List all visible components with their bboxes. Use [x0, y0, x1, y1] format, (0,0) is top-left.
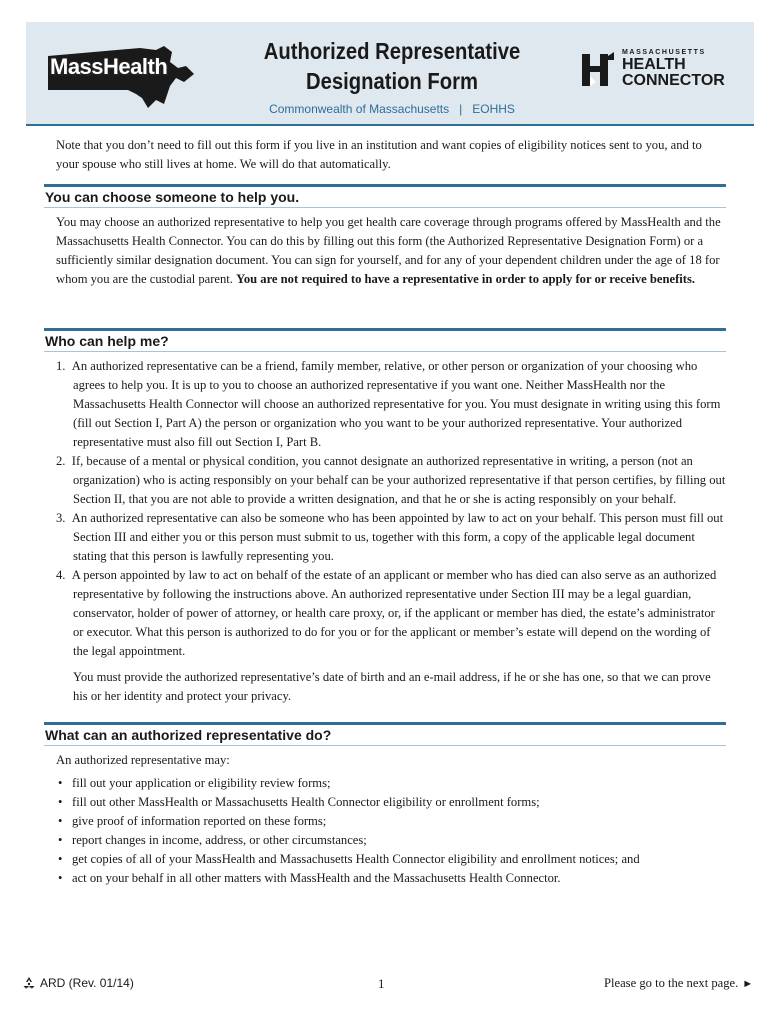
section-heading-choose: You can choose someone to help you.: [44, 184, 726, 208]
section-choose-text: You may choose an authorized representative to help you get health care coverage through programs offered by MassHealth and the Massachusetts Health Connector. You can do this by filling out this form (the Authorized Representative Designation Form) or a sufficiently similar designation document. You can sign for yourself, and for any of your dependent children under the age of 18 for whom you are the custodial parent.: [56, 215, 721, 286]
section-choose-body: [56, 213, 726, 289]
list-item: • give proof of information reported on these forms;: [56, 812, 726, 831]
list-item: • fill out other MassHealth or Massachusetts Health Connector eligibility or enrollment forms;: [56, 793, 726, 812]
form-code: [22, 976, 134, 990]
masshealth-wordmark: MassHealth: [50, 54, 168, 79]
page-number: 1: [378, 976, 385, 991]
health-connector-name: [622, 57, 725, 89]
list-item: • report changes in income, address, or other circumstances;: [56, 831, 726, 850]
health-connector-state: MASSACHUSETTS: [622, 49, 706, 56]
list-item: • act on your behalf in all other matters with MassHealth and the Massachusetts Health Connector.: [56, 869, 726, 888]
section-what-lead: An authorized representative may:: [56, 753, 230, 767]
form-header: [26, 22, 754, 126]
list-item: 4. A person appointed by law to act on behalf of the estate of an applicant or member who has died can also serve as an authorized representative by following the instructions above. An authorized representative under Section III may be a legal guardian, conservator, holder of power of attorney, or health care proxy, or, if the applicant or member has died, the estate’s administrator or executor. What this person is authorized to do for you or for the applicant or member’s estate will depend on the wording of the legal appointment.: [56, 568, 717, 658]
health-connector-h-icon: [578, 50, 618, 90]
list-item: 1. An authorized representative can be a friend, family member, relative, or other person or organization of your choosing who agrees to help you. It is up to you to choose an authorized representative if you want one. Neither MassHealth nor the Massachusetts Health Connector will choose an authorized representative for you. You must designate in writing using this form (fill out Section I, Part A) the person or organization who you want to be your authorized representative. Your authorized representative must also fill out Section I, Part B.: [56, 359, 721, 449]
masshealth-logo: [44, 38, 194, 114]
health-connector-line2: CONNECTOR: [622, 72, 725, 89]
health-connector-logo: [578, 48, 750, 92]
next-page-note: [604, 976, 753, 991]
form-title: [212, 36, 572, 96]
section-heading-what: What can an authorized representative do?: [44, 722, 726, 746]
representative-powers-list: [56, 774, 726, 888]
identity-note: You must provide the authorized representative’s date of birth and an e-mail address, if he or she has one, so that we can prove his or her identity and protect your privacy.: [73, 670, 711, 703]
title-line-1: Authorized Representative: [263, 38, 521, 64]
recycle-icon: [22, 976, 36, 990]
intro-note: Note that you don’t need to fill out this form if you live in an institution and want copies of eligibility notices sent to you, and to your spouse who still lives at home. We will do that automatically.: [56, 138, 702, 171]
list-item: • get copies of all of your MassHealth and Massachusetts Health Connector eligibility and enrollment notices; and: [56, 850, 726, 869]
health-connector-line1: HEALTH: [622, 56, 686, 73]
list-item: 2. If, because of a mental or physical condition, you cannot designate an authorized representative in writing, a person (not an organization) who is acting responsibly on your behalf can be your authorized representative if that person certifies, by filling out Section II, that you are not able to provide a written designation, and that he or she is acting responsibly on your behalf.: [56, 454, 726, 506]
title-line-2: Designation Form: [305, 68, 479, 94]
arrow-right-icon: ►: [742, 978, 754, 990]
list-item: 3. An authorized representative can also be someone who has been appointed by law to act on your behalf. This person must fill out Section III and either you or this person must submit to us, together with this form, a copy of the applicable legal document stating that this person is lawfully representing you.: [56, 511, 724, 563]
section-choose-emphasis: You are not required to have a representative in order to apply for or receive benefits.: [236, 272, 696, 286]
next-page-text: Please go to the next page.: [604, 976, 739, 990]
who-can-help-list: [56, 357, 726, 661]
list-item: • fill out your application or eligibility review forms;: [56, 774, 726, 793]
form-revision: ARD (Rev. 01/14): [40, 976, 134, 990]
section-heading-who: Who can help me?: [44, 328, 726, 352]
agency-subtitle: Commonwealth of Massachusetts | EOHHS: [269, 102, 515, 116]
